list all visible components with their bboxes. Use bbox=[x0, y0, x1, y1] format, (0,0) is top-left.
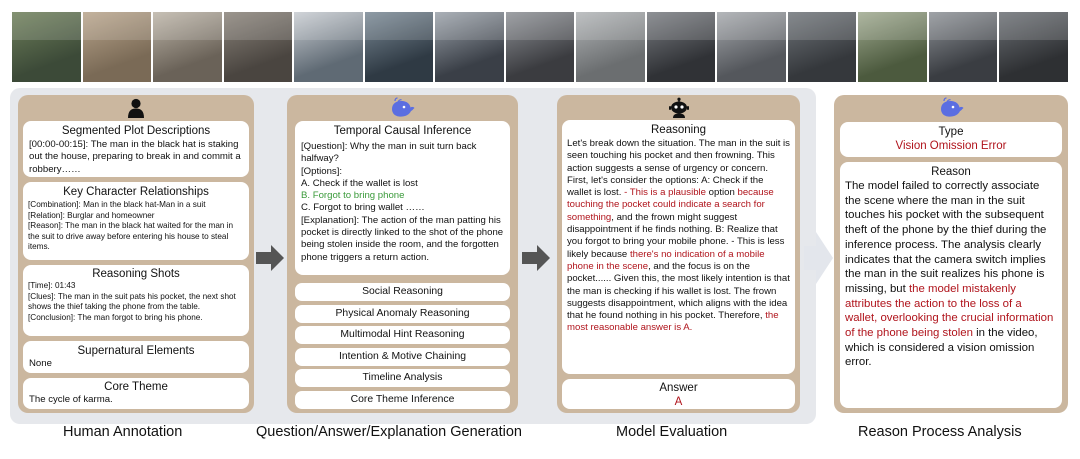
reasoning-part-8: the most reasonable answer is A. bbox=[567, 310, 779, 334]
video-filmstrip bbox=[12, 12, 1068, 82]
answer-box bbox=[562, 379, 795, 409]
supernatural-text: None bbox=[29, 358, 52, 369]
video-frame bbox=[294, 12, 363, 82]
video-frame bbox=[224, 12, 293, 82]
video-frame bbox=[576, 12, 645, 82]
whale-icon bbox=[389, 97, 415, 119]
reason-analysis-card bbox=[834, 95, 1068, 413]
video-frame bbox=[929, 12, 998, 82]
video-frame bbox=[153, 12, 222, 82]
task-item: Timeline Analysis bbox=[295, 369, 510, 387]
reason-part-2: the model mistakenly attributes the action to the loss of a wallet, overlooking the crucial information of the phone being stolen bbox=[845, 282, 1054, 340]
qa-generation-card bbox=[287, 95, 518, 413]
reasoning-shots-title: Reasoning Shots bbox=[92, 268, 180, 280]
robot-icon bbox=[668, 97, 690, 119]
task-item: Intention & Motive Chaining bbox=[295, 348, 510, 366]
answer-title: Answer bbox=[659, 382, 698, 394]
video-frame bbox=[365, 12, 434, 82]
relationship-reason: [Reason]: The man in the black hat waited for the man in the suit to drive away before entering his house to steal items. bbox=[28, 221, 234, 252]
relationship-combination: [Combination]: Man in the black hat-Man in a suit bbox=[28, 200, 206, 209]
reason-text bbox=[840, 179, 1062, 370]
task-item: Core Theme Inference bbox=[295, 391, 510, 409]
task-item: Multimodal Hint Reasoning bbox=[295, 326, 510, 344]
temporal-causal-box bbox=[295, 121, 510, 275]
reasoning-part-5: , and the frown might suggest disappointment if he finds nothing. B: Realize that you forgot to bring your mobile phone. - This is less likely because bbox=[567, 211, 785, 260]
video-frame bbox=[788, 12, 857, 82]
reasoning-part-1: Let's break down the situation. The man in the suit is seen touching his pocket and then frowning. This action suggests a sense of urgency or concern. First, let's consider the options: A: Check if the wallet is lost. bbox=[567, 138, 790, 199]
answer-value: A bbox=[674, 396, 683, 408]
model-evaluation-card bbox=[557, 95, 800, 413]
arrow-right-icon bbox=[520, 243, 552, 273]
qa-option-b: B. Forgot to bring phone bbox=[301, 190, 405, 202]
shots-conclusion: [Conclusion]: The man forgot to bring his phone. bbox=[28, 312, 203, 322]
reasoning-title: Reasoning bbox=[651, 124, 706, 136]
type-title: Type bbox=[938, 126, 964, 138]
plot-description-box bbox=[23, 121, 249, 177]
relationships-title: Key Character Relationships bbox=[63, 186, 209, 198]
core-theme-text: The cycle of karma. bbox=[29, 394, 113, 405]
reason-box bbox=[840, 162, 1062, 408]
shots-clues: [Clues]: The man in the suit pats his pocket, the next shot shows the thief taking the phone from the table. bbox=[28, 291, 236, 312]
qa-explanation: [Explanation]: The action of the man patting his pocket is directly linked to the shot of the phone being stolen inside the room, and the forgotten phone triggers a return action. bbox=[301, 214, 504, 263]
qa-question: [Question]: Why the man in suit turn back halfway? bbox=[301, 141, 477, 165]
reason-part-3: in the video, which is considered a vision omission error. bbox=[845, 327, 1038, 369]
whale-icon bbox=[938, 97, 964, 119]
arrow-right-icon bbox=[254, 243, 286, 273]
supernatural-box bbox=[23, 341, 249, 373]
video-frame bbox=[83, 12, 152, 82]
video-frame bbox=[435, 12, 504, 82]
core-theme-title: Core Theme bbox=[104, 381, 168, 393]
reasoning-part-7: , and the focus is on the pocket...... Given this, the most likely intention is that the man is checking if his wallet is lost. The frown suggests disappointment, which aligns with the idea that he found nothing in his pocket. Therefore, bbox=[567, 260, 790, 322]
core-theme-box bbox=[23, 378, 249, 409]
label-human-annotation: Human Annotation bbox=[63, 424, 183, 440]
person-icon bbox=[127, 98, 145, 118]
video-frame bbox=[647, 12, 716, 82]
type-value: Vision Omission Error bbox=[895, 140, 1007, 152]
human-annotation-card bbox=[18, 95, 254, 413]
qa-title: Temporal Causal Inference bbox=[333, 125, 472, 137]
label-reason-analysis: Reason Process Analysis bbox=[858, 424, 1022, 440]
label-qa-generation: Question/Answer/Explanation Generation bbox=[256, 424, 522, 440]
video-frame bbox=[506, 12, 575, 82]
reasoning-shots-box bbox=[23, 265, 249, 336]
shots-time: [Time]: 01:43 bbox=[28, 281, 76, 290]
reason-title: Reason bbox=[931, 166, 971, 178]
plot-title: Segmented Plot Descriptions bbox=[61, 125, 211, 137]
video-frame bbox=[12, 12, 81, 82]
reason-part-1: The model failed to correctly associate the scene where the man in the suit touches his pocket with the subsequent theft of the phone by the thief during the inference process. The analysis clearly indicates that the camera switch implies the man in the suit realizes his phone is missing, but bbox=[845, 180, 1047, 295]
video-frame bbox=[717, 12, 786, 82]
reasoning-part-4: because touching the pocket could indicate a search for something bbox=[567, 187, 774, 223]
arrow-right-icon bbox=[802, 230, 834, 286]
reasoning-text bbox=[562, 137, 795, 335]
task-item: Physical Anomaly Reasoning bbox=[295, 305, 510, 323]
label-model-evaluation: Model Evaluation bbox=[616, 424, 728, 440]
qa-option-c: C. Forgot to bring wallet …… bbox=[301, 202, 425, 214]
type-box bbox=[840, 122, 1062, 157]
plot-text: [00:00-00:15]: The man in the black hat is staking out the house, preparing to break in and commit a robbery…… bbox=[29, 139, 241, 175]
task-item: Social Reasoning bbox=[295, 283, 510, 301]
qa-options-label: [Options]: bbox=[301, 165, 343, 177]
video-frame bbox=[858, 12, 927, 82]
reasoning-box bbox=[562, 120, 795, 374]
reasoning-part-3: option bbox=[706, 187, 738, 199]
reasoning-part-2: - This is a plausible bbox=[624, 187, 707, 199]
reasoning-part-6: there's no indication of a mobile phone in the scene bbox=[567, 248, 765, 272]
video-frame bbox=[999, 12, 1068, 82]
qa-option-a: A. Check if the wallet is lost bbox=[301, 177, 418, 189]
relationship-relation: [Relation]: Burglar and homeowner bbox=[28, 210, 155, 220]
relationships-box bbox=[23, 182, 249, 260]
supernatural-title: Supernatural Elements bbox=[77, 345, 195, 357]
